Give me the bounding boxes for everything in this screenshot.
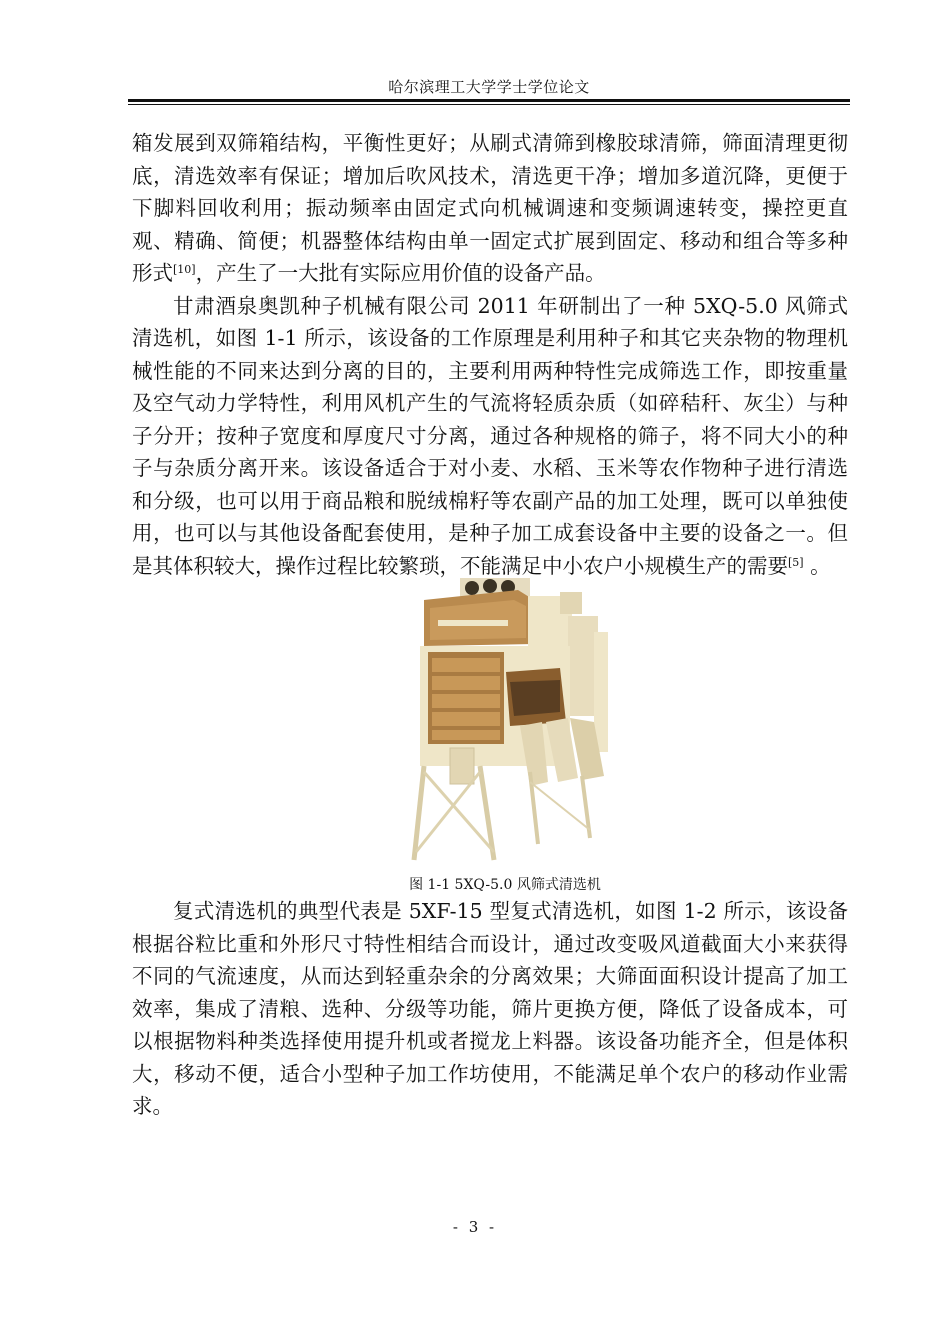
- paragraph-2-text: 甘肃酒泉奥凯种子机械有限公司 2011 年研制出了一种 5XQ-5.0 风筛式清选机，如图 1-1 所示，该设备的工作原理是利用种子和其它夹杂物的物理机械性能的不同来达到分离的目的，主要利用两种特性完成筛选工作，即按重量及空气动力学特性，利用风机产生的气流将轻质杂质（如碎秸秆、灰尘）与种子分开；按种子宽度和厚度尺寸分离，通过各种规格的筛子，将不同大小的种子与杂质分离开来。该设备适合于对小麦、水稻、玉米等农作物种子进行清选和分级，也可以用于商品粮和脱绒棉籽等农副产品的加工处理，既可以单独使用，也可以与其他设备配套使用，是种子加工成套设备中主要的设备之一。但是其体积较大，操作过程比较繁琐，不能满足中小农户小规模生产的需要: [132, 293, 848, 578]
- label-plate: [438, 620, 508, 626]
- sieve-drawer-3: [432, 694, 500, 708]
- brace-3: [530, 782, 590, 830]
- machine-photo: [410, 572, 620, 864]
- header-rule-thick: [128, 99, 850, 102]
- control-box: [450, 748, 474, 784]
- paragraph-1-text: 箱发展到双筛箱结构，平衡性更好；从刷式清筛到橡胶球清筛，筛面清理更彻底，清选效率有保证；增加后吹风技术，清选更干净；增加多道沉降，更便于下脚料回收利用；振动频率由固定式向机械调速和变频调速转变，操控更直观、精确、简便；机器整体结构由单一固定式扩展到固定、移动和组合等多种形式: [132, 131, 848, 285]
- header-rule-thin: [128, 104, 850, 105]
- figure-caption: 图 1-1 5XQ-5.0 风筛式清选机: [409, 877, 601, 893]
- paragraph-3: 复式清选机的典型代表是 5XF-15 型复式清选机，如图 1-2 所示，该设备根据谷粒比重和外形尺寸特性相结合而设计，通过改变吸风道截面大小来获得不同的气流速度，从而达到轻重杂余的分离效果；大筛面面积设计提高了加工效率，集成了清粮、选种、分级等功能，筛片更换方便，降低了设备成本，可以根据物料种类选择使用提升机或者搅龙上料器。该设备功能齐全，但是体积大，移动不便，适合小型种子加工作坊使用，不能满足单个农户的移动作业需求。: [132, 899, 848, 1118]
- citation-10: [10]: [173, 263, 196, 276]
- paragraph-1-tail: ，产生了一大批有实际应用价值的设备产品。: [195, 261, 606, 285]
- paragraph-2: [132, 290, 848, 583]
- running-header: 哈尔滨理工大学学士学位论文: [388, 78, 590, 96]
- inner-shadow: [510, 680, 560, 716]
- paragraph-1: [132, 127, 848, 290]
- paragraph-2-tail: 。: [803, 553, 831, 578]
- sieve-drawer-1: [432, 658, 500, 672]
- citation-5: [5]: [788, 555, 804, 569]
- side-duct: [560, 592, 582, 614]
- sieve-drawer-4: [432, 712, 500, 726]
- elevator-column: [568, 616, 598, 716]
- fan-icon-1: [465, 581, 479, 595]
- body-text-top: [132, 127, 848, 582]
- fan-icon-2: [483, 579, 497, 593]
- brace-2: [416, 772, 480, 852]
- body-text-bottom: [132, 895, 848, 1123]
- sieve-drawer-5: [432, 730, 500, 740]
- page-number: - 3 -: [452, 1218, 498, 1236]
- sieve-drawer-2: [432, 676, 500, 690]
